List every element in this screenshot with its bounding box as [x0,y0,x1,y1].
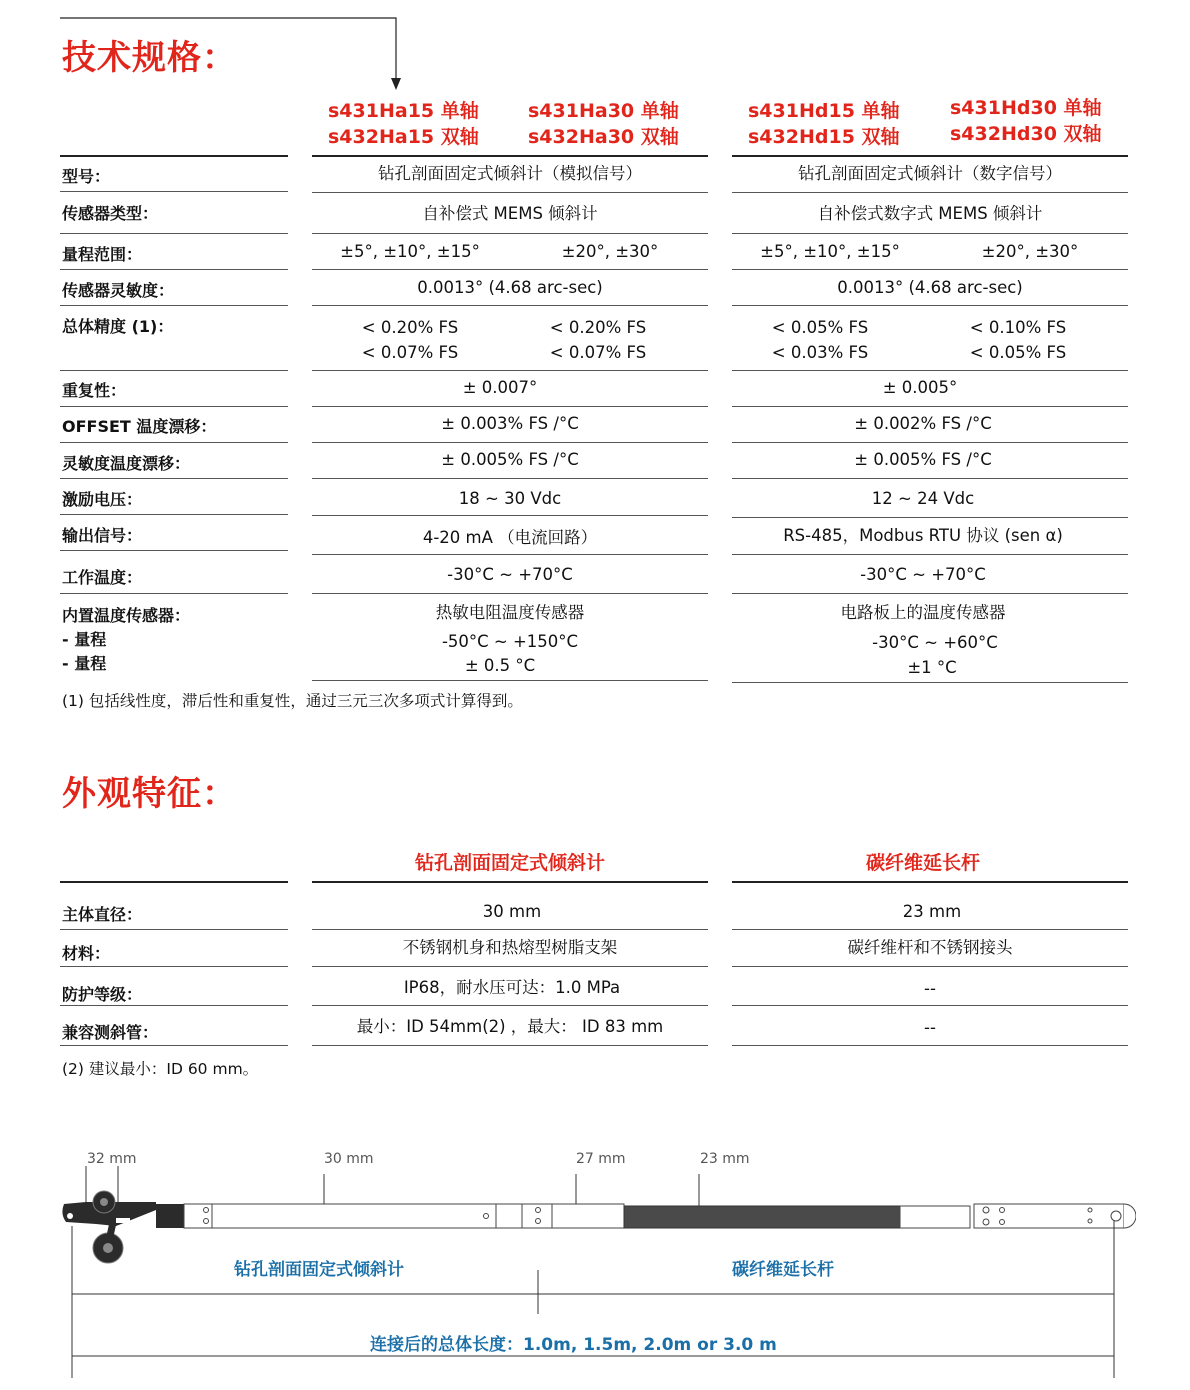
rule [312,478,708,479]
analog-temp-acc: ± 0.5 °C [464,656,536,675]
inclinometer-diameter: 30 mm [482,902,542,921]
dim-23mm: 23 mm [700,1151,750,1167]
rule [312,515,708,516]
rule [312,680,708,681]
digital-range-a: ±5°, ±10°, ±15° [760,242,900,261]
label-model: 型号： [62,167,111,186]
digital-temp-acc: ±1 °C [907,658,957,677]
pointer-arrow [58,14,408,94]
analog-sensor-type: 自补偿式 MEMS 倾斜计 [422,204,598,223]
appearance-title: 外观特征： [62,774,237,814]
rule [312,155,708,157]
rule [732,1045,1128,1046]
label-accuracy: 总体精度 (1)： [62,317,174,336]
rule [312,929,708,930]
rule [60,191,288,192]
analog-offset-drift: ± 0.003% FS /°C [441,414,579,433]
rule [732,1005,1128,1006]
inclinometer-material: 不锈钢机身和热熔型树脂支架 [402,938,618,957]
label-protection: 防护等级： [62,985,143,1004]
analog-temp-range: -50°C ~ +150°C [441,632,579,651]
digital-output: RS-485，Modbus RTU 协议 (sen α) [783,526,1063,545]
rule [60,406,288,407]
rule [312,881,708,883]
digital-acc-a2: < 0.03% FS [771,343,869,362]
label-temp-range1: - 量程 [62,630,107,649]
wheel-assembly [62,1191,156,1263]
digital-excitation: 12 ~ 24 Vdc [871,489,975,508]
rule [60,514,288,515]
rule [732,881,1128,883]
rule [732,966,1128,967]
analog-op-temp: -30°C ~ +70°C [447,565,573,584]
analog-acc-b1: < 0.20% FS [549,318,647,337]
rule [60,881,288,883]
rule [312,593,708,594]
dim-32mm: 32 mm [87,1151,137,1167]
label-repeatability: 重复性： [62,381,127,400]
rod-protection: -- [924,979,936,998]
rule [60,1045,288,1046]
digital-acc-b1: < 0.10% FS [969,318,1067,337]
analog-excitation: 18 ~ 30 Vdc [458,489,562,508]
rule [732,442,1128,443]
rule [732,269,1128,270]
rule [732,305,1128,306]
analog-range-a: ±5°, ±10°, ±15° [340,242,480,261]
rule [732,682,1128,683]
analog-acc-a1: < 0.20% FS [361,318,459,337]
digital-sensitivity: 0.0013° (4.68 arc-sec) [837,278,1023,297]
header-col3: s431Hd15 单轴 s432Hd15 双轴 [748,100,900,148]
analog-sens-drift: ± 0.005% FS /°C [441,450,579,469]
rule [732,233,1128,234]
rule [732,192,1128,193]
label-sensitivity: 传感器灵敏度： [62,281,175,300]
digital-acc-a1: < 0.05% FS [771,318,869,337]
header-col2: s431Ha30 单轴 s432Ha30 双轴 [528,100,679,148]
label-temp-sensor: 内置温度传感器： [62,606,191,625]
drawing-total-length: 连接后的总体长度：1.0m, 1.5m, 2.0m or 3.0 m [370,1335,777,1355]
rule [732,929,1128,930]
inclinometer-compatible: 最小：ID 54mm(2) ，最大： ID 83 mm [356,1017,664,1036]
analog-acc-b2: < 0.07% FS [549,343,647,362]
analog-acc-a2: < 0.07% FS [361,343,459,362]
rule [60,593,288,594]
digital-temp-sensor: 电路板上的温度传感器 [840,603,1006,622]
analog-sensitivity: 0.0013° (4.68 arc-sec) [417,278,603,297]
dim-27mm: 27 mm [576,1151,626,1167]
analog-range-b: ±20°, ±30° [561,242,659,261]
rule [60,442,288,443]
rule [732,517,1128,518]
rule [60,155,288,157]
analog-output: 4-20 mA （电流回路） [422,528,598,547]
rule [312,406,708,407]
digital-acc-b2: < 0.05% FS [969,343,1067,362]
footnote-1: (1) 包括线性度，滞后性和重复性，通过三元三次多项式计算得到。 [62,692,523,710]
rule [60,305,288,306]
rule [60,929,288,930]
analog-temp-sensor: 热敏电阻温度传感器 [435,603,585,622]
analog-repeatability: ± 0.007° [462,378,538,397]
rule [312,1005,708,1006]
drawing-label-inclinometer: 钻孔剖面固定式倾斜计 [234,1260,404,1280]
rule [732,478,1128,479]
header-col1: s431Ha15 单轴 s432Ha15 双轴 [328,100,479,148]
label-temp-range2: - 量程 [62,654,107,673]
rule [732,370,1128,371]
label-sens-drift: 灵敏度温度漂移： [62,454,191,473]
rule [312,233,708,234]
rule [312,442,708,443]
rule [732,554,1128,555]
digital-temp-range: -30°C ~ +60°C [872,633,998,652]
digital-offset-drift: ± 0.002% FS /°C [854,414,992,433]
rule [312,370,708,371]
rule [60,370,288,371]
rule [732,593,1128,594]
digital-sens-drift: ± 0.005% FS /°C [854,450,992,469]
inclinometer-protection: IP68，耐水压可达：1.0 MPa [403,978,621,997]
rule [60,966,288,967]
appearance-header-rod: 碳纤维延长杆 [865,852,980,874]
label-diameter: 主体直径： [62,905,143,924]
rule [312,1045,708,1046]
header-col4: s431Hd30 单轴 s432Hd30 双轴 [950,97,1102,145]
label-offset-drift: OFFSET 温度漂移： [62,417,217,436]
label-sensor-type: 传感器类型： [62,204,159,223]
rod-compatible: -- [924,1018,936,1037]
label-material: 材料： [62,944,111,963]
dim-30mm: 30 mm [324,1151,374,1167]
label-compatible: 兼容测斜管： [62,1023,159,1042]
label-range: 量程范围： [62,245,143,264]
rule [60,233,288,234]
digital-range-b: ±20°, ±30° [981,242,1079,261]
rule [60,269,288,270]
label-output: 输出信号： [62,526,143,545]
digital-op-temp: -30°C ~ +70°C [860,565,986,584]
digital-repeatability: ± 0.005° [882,378,958,397]
rod-diameter: 23 mm [902,902,962,921]
rule [732,406,1128,407]
digital-model: 钻孔剖面固定式倾斜计（数字信号） [798,164,1062,183]
rule [312,966,708,967]
appearance-header-inclinometer: 钻孔剖面固定式倾斜计 [414,852,605,874]
rule [312,554,708,555]
rule [60,550,288,551]
analog-model: 钻孔剖面固定式倾斜计（模拟信号） [378,164,642,183]
rule [312,305,708,306]
drawing-label-rod: 碳纤维延长杆 [732,1260,834,1280]
label-op-temp: 工作温度： [62,568,143,587]
rod-material: 碳纤维杆和不锈钢接头 [847,938,1013,957]
rule [312,192,708,193]
rule [312,269,708,270]
digital-sensor-type: 自补偿式数字式 MEMS 倾斜计 [817,204,1043,223]
label-excitation: 激励电压： [62,490,143,509]
rule [732,155,1128,157]
rule [60,1005,288,1006]
specs-title: 技术规格： [62,38,237,78]
rule [60,478,288,479]
footnote-2: (2) 建议最小：ID 60 mm。 [62,1060,259,1078]
